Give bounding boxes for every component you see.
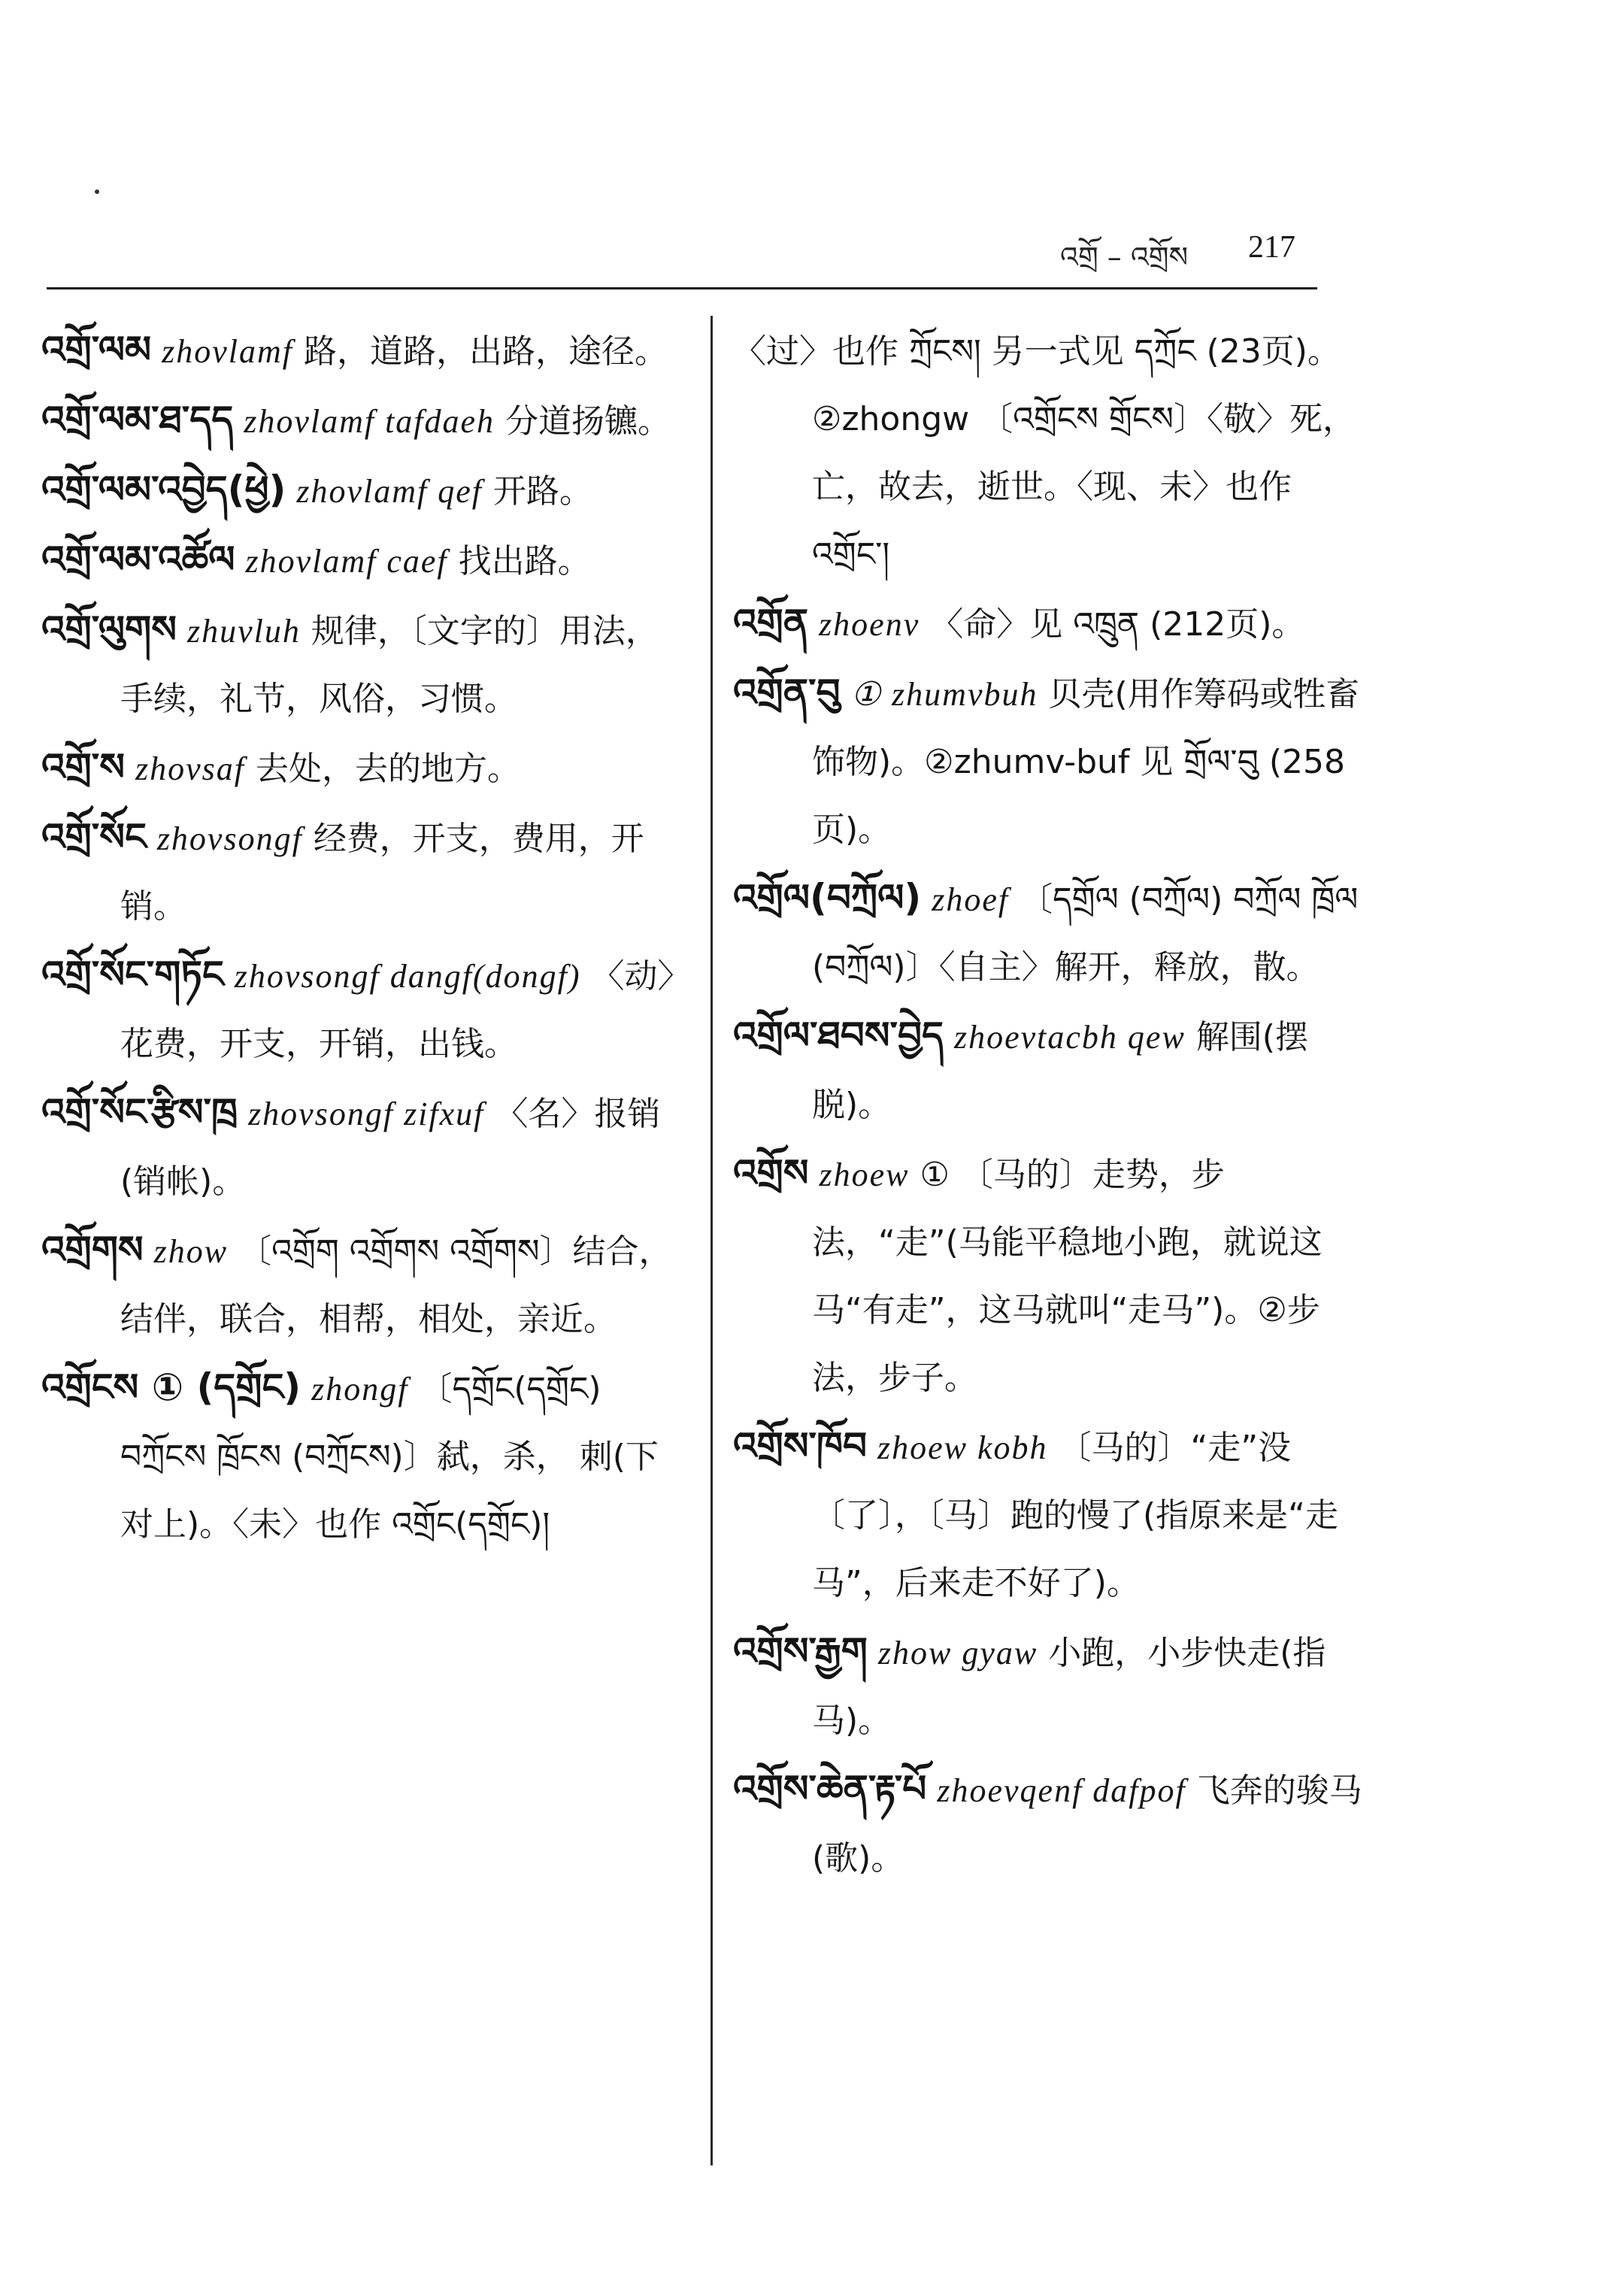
dictionary-entry xyxy=(41,733,684,803)
dictionary-entry xyxy=(41,803,684,941)
headword-tibetan: འགྲོ་ལམ་འཚོལ xyxy=(41,538,235,581)
headword-tibetan: འགྲོ་ལམ xyxy=(41,328,152,371)
headword-romanization: zhovlamf xyxy=(162,333,293,370)
headword-tibetan: འགྲོན xyxy=(733,601,809,644)
dictionary-entry xyxy=(733,1139,1365,1412)
dictionary-entry xyxy=(733,1412,1365,1617)
running-head: འགྲོ – འགྲོས xyxy=(1060,241,1189,274)
headword-romanization: zhoenv xyxy=(819,606,920,643)
headword-tibetan: འགྲོ་ལུགས xyxy=(41,608,177,651)
dictionary-entry xyxy=(41,316,684,386)
headword-tibetan: འགྲོས་རྒྱག xyxy=(733,1629,868,1673)
entry-definition: 规律，〔文字的〕用法，手续，礼节，风俗，习惯。 xyxy=(120,612,659,718)
headword-romanization: ① zhumvbuh xyxy=(850,676,1038,713)
headword-tibetan: འགྲོལ(བཀྲོལ) xyxy=(733,876,922,920)
dictionary-entry xyxy=(41,456,684,526)
dictionary-entry xyxy=(733,1002,1365,1139)
entry-definition: 解围(摆脱)。 xyxy=(812,1018,1308,1124)
entry-definition: 〔དགྲོལ (བཀྲོལ) བཀྲོལ ཁྲོལ (བཀྲོལ)〕〈自主〉解开，释放，散。 xyxy=(812,880,1359,986)
dictionary-entry xyxy=(41,941,684,1078)
headword-romanization: zhow gyaw xyxy=(877,1635,1038,1671)
dictionary-entry xyxy=(41,386,684,456)
headword-tibetan: འགྲོ་སོང་རྩིས་ཁྲ xyxy=(41,1090,238,1134)
entry-definition: 找出路。 xyxy=(458,542,591,580)
headword-tibetan: འགྲོགས xyxy=(41,1228,144,1271)
headword-romanization: zhovsaf xyxy=(135,750,245,787)
headword-tibetan: འགྲོས་ཆེན་རྟ་པོ xyxy=(733,1767,927,1811)
headword-romanization: zhoevtacbh qew xyxy=(954,1019,1186,1056)
entry-definition: ① 〔马的〕走势，步法，“走”(马能平稳地小跑，就说这马“有走”，这马就叫“走马”)。②步法，步子。 xyxy=(812,1156,1323,1397)
headword-romanization: zhovlamf qef xyxy=(296,473,483,510)
headword-romanization: zhoevqenf dafpof xyxy=(937,1772,1186,1809)
entry-definition: 去处，去的地方。 xyxy=(255,750,520,788)
entry-definition: 〔马的〕“走”没〔了〕，〔马〕跑的慢了(指原来是“走马”，后来走不好了)。 xyxy=(812,1429,1338,1602)
page-number: 217 xyxy=(1248,230,1295,265)
dictionary-entry xyxy=(733,1755,1365,1893)
entry-definition: 分道扬镳。 xyxy=(505,402,671,441)
headword-romanization: zhongf xyxy=(311,1371,409,1408)
headword-romanization: zhoew xyxy=(819,1156,910,1193)
dictionary-entry xyxy=(733,659,1365,864)
column-divider xyxy=(710,316,713,2165)
headword-romanization: zhovsongf xyxy=(156,820,303,857)
headword-romanization: zhovlamf tafdaeh xyxy=(244,403,495,440)
left-column xyxy=(41,316,684,1559)
right-column xyxy=(733,316,1365,1893)
headword-romanization: zhuvluh xyxy=(186,613,301,650)
entry-definition: 经费，开支，费用，开销。 xyxy=(120,820,644,926)
dictionary-entry xyxy=(733,864,1365,1002)
ink-speck xyxy=(95,189,99,194)
dictionary-entry xyxy=(41,526,684,596)
headword-tibetan: འགྲོལ་ཐབས་བྱེད xyxy=(733,1014,944,1057)
headword-romanization: zhovlamf caef xyxy=(245,543,448,580)
entry-definition: 〈动〉花费，开支，开销，出钱。 xyxy=(120,957,674,1063)
dictionary-entry xyxy=(733,589,1365,659)
entry-definition: 〔འགྲོག འགྲོགས འགྲོགས〕结合，结伴，联合，相帮，相处，亲近。 xyxy=(120,1232,672,1338)
headword-tibetan: འགྲོ་ལམ་ཐ་དད xyxy=(41,398,234,441)
entry-definition: 〈命〉见 འཁྲུན (212页)。 xyxy=(930,605,1305,644)
entry-definition: 〈名〉报销(销帐)。 xyxy=(120,1095,661,1201)
dictionary-entry xyxy=(41,1216,684,1353)
entry-definition: 飞奔的骏马(歌)。 xyxy=(812,1771,1362,1877)
header-rule xyxy=(47,287,1317,289)
entry-definition: 〈过〉也作 ཀྲོངས། 另一式见 དཀྲོང (23页)。 ②zhongw 〔འགྲོངས གྲོངས〕〈敬〉死，亡，故去，逝世。〈现、未〉也作 འགྲོང་། xyxy=(733,332,1356,574)
headword-romanization: zhoef xyxy=(932,881,1010,918)
headword-tibetan: འགྲོངས ① (དགྲོང) xyxy=(41,1365,301,1409)
entry-definition: 路，道路，出路，途径。 xyxy=(304,332,668,371)
entry-definition: 贝壳(用作筹码或牲畜饰物)。②zhumv-buf 见 གྲོལ་བུ (258 页)。 xyxy=(812,675,1359,849)
headword-tibetan: འགྲོ་སོང xyxy=(41,815,147,859)
headword-tibetan: འགྲོ་ལམ་འབྱེད(ཕྱེ) xyxy=(41,468,286,511)
entry-definition: 小跑，小步快走(指马)。 xyxy=(812,1634,1326,1740)
dictionary-entry xyxy=(733,1617,1365,1755)
dictionary-entry xyxy=(41,1078,684,1216)
dictionary-entry xyxy=(733,316,1365,589)
headword-tibetan: འགྲོན་བུ xyxy=(733,671,841,714)
entry-definition: 开路。 xyxy=(493,472,592,511)
dictionary-entry xyxy=(41,1353,684,1559)
headword-tibetan: འགྲོ་སོང་གཏོང xyxy=(41,953,224,996)
dictionary-entry xyxy=(41,596,684,733)
headword-romanization: zhovsongf dangf(dongf) xyxy=(234,958,581,995)
headword-romanization: zhovsongf zifxuf xyxy=(248,1096,485,1132)
headword-romanization: zhow xyxy=(153,1233,229,1270)
headword-tibetan: འགྲོས་ཁོབ xyxy=(733,1424,867,1468)
headword-romanization: zhoew kobh xyxy=(877,1429,1048,1466)
entry-definition: 〔དགྲོང(དགྲོང) བཀྲོངས ཁྲོངས (བཀྲོངས)〕弑，杀， 刺(下对上)。〈未〉也作 འགྲོང(དགྲོང)། xyxy=(120,1370,659,1544)
headword-tibetan: འགྲོས xyxy=(733,1151,809,1195)
headword-tibetan: འགྲོ་ས xyxy=(41,745,125,789)
